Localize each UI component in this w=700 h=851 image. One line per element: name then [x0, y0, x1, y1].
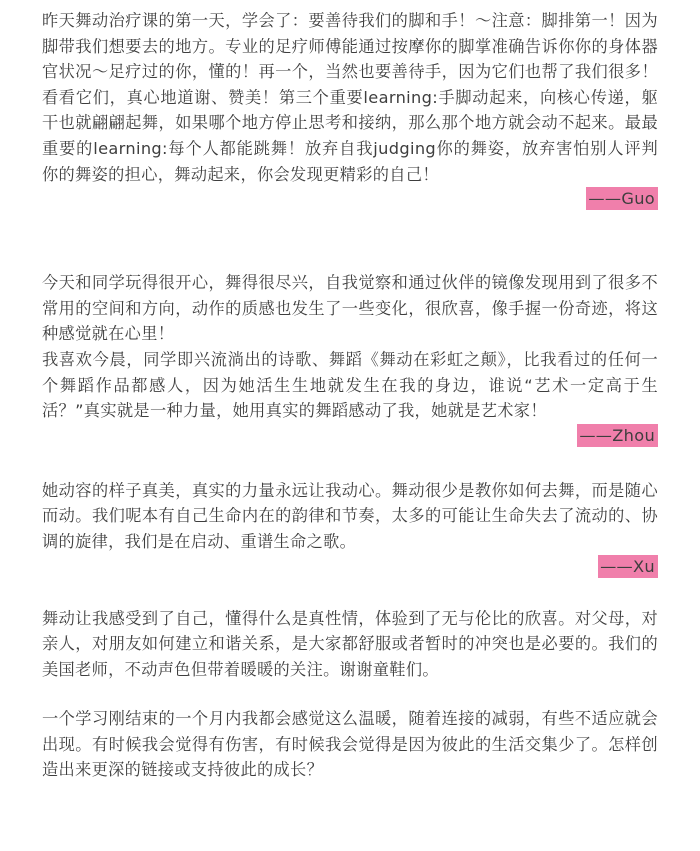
signature-zhou: ——Zhou — [577, 424, 658, 447]
signature-row-xu — [42, 555, 658, 581]
section-spacer — [42, 581, 658, 606]
signature-guo: ——Guo — [586, 187, 658, 210]
paragraph-reflection: 一个学习刚结束的一个月内我都会感觉这么温暖，随着连接的减弱，有些不适应就会出现。有时候我会觉得有伤害，有时候我会觉得是因为彼此的生活交集少了。怎样创造出来更深的链接或支持彼此的成长？ — [42, 709, 658, 780]
article-body — [42, 8, 658, 783]
paragraph-xu: 她动容的样子真美，真实的力量永远让我动心。舞动很少是教你如何去舞，而是随心而动。我们呢本有自己生命内在的韵律和节奏，太多的可能让生命失去了流动的、协调的旋律，我们是在启动、重谱生命之歌。 — [42, 480, 658, 551]
signature-xu: ——Xu — [598, 555, 658, 578]
signature-row-guo — [42, 187, 658, 213]
signature-row-zhou — [42, 424, 658, 450]
paragraph-zhou: 今天和同学玩得很开心，舞得很尽兴，自我觉察和通过伙伴的镜像发现用到了很多不常用的空间和方向，动作的质感也发生了一些变化，很欣喜，像手握一份奇迹，将这种感觉就在心里！ 我喜欢今晨，同学即兴流淌出的诗歌、舞蹈《舞动在彩虹之颠》，比我看过的任何一个舞蹈作品都感人，因为她活生生地就发生在我的身边，谁说“艺术一定高于生活？”真实就是一种力量，她用真实的舞蹈感动了我，她就是艺术家！ — [42, 273, 658, 421]
paragraph-feelings: 舞动让我感受到了自己，懂得什么是真性情，体验到了无与伦比的欣喜。对父母，对亲人，对朋友如何建立和谐关系，是大家都舒服或者暂时的冲突也是必要的。我们的美国老师，不动声色但带着暖暖的关注。谢谢童鞋们。 — [42, 608, 658, 679]
paragraph-guo: 昨天舞动治疗课的第一天，学会了：要善待我们的脚和手！〜注意：脚排第一！因为脚带我们想要去的地方。专业的足疗师傅能通过按摩你的脚掌准确告诉你你的身体器官状况〜足疗过的你，懂的！再一个，当然也要善待手，因为它们也帮了我们很多！看看它们，真心地道谢、赞美！第三个重要learning:手脚动起来，向核心传递，躯干也就翩翩起舞，如果哪个地方停止思考和接纳，那么那个地方就会动不起来。最最重要的learning:每个人都能跳舞！放弃自我judging你的舞姿，放弃害怕别人评判你的舞姿的担心，舞动起来，你会发现更精彩的自己！ — [42, 11, 658, 184]
paragraph-spacer — [42, 682, 658, 706]
section-spacer — [42, 450, 658, 478]
section-spacer — [42, 213, 658, 270]
